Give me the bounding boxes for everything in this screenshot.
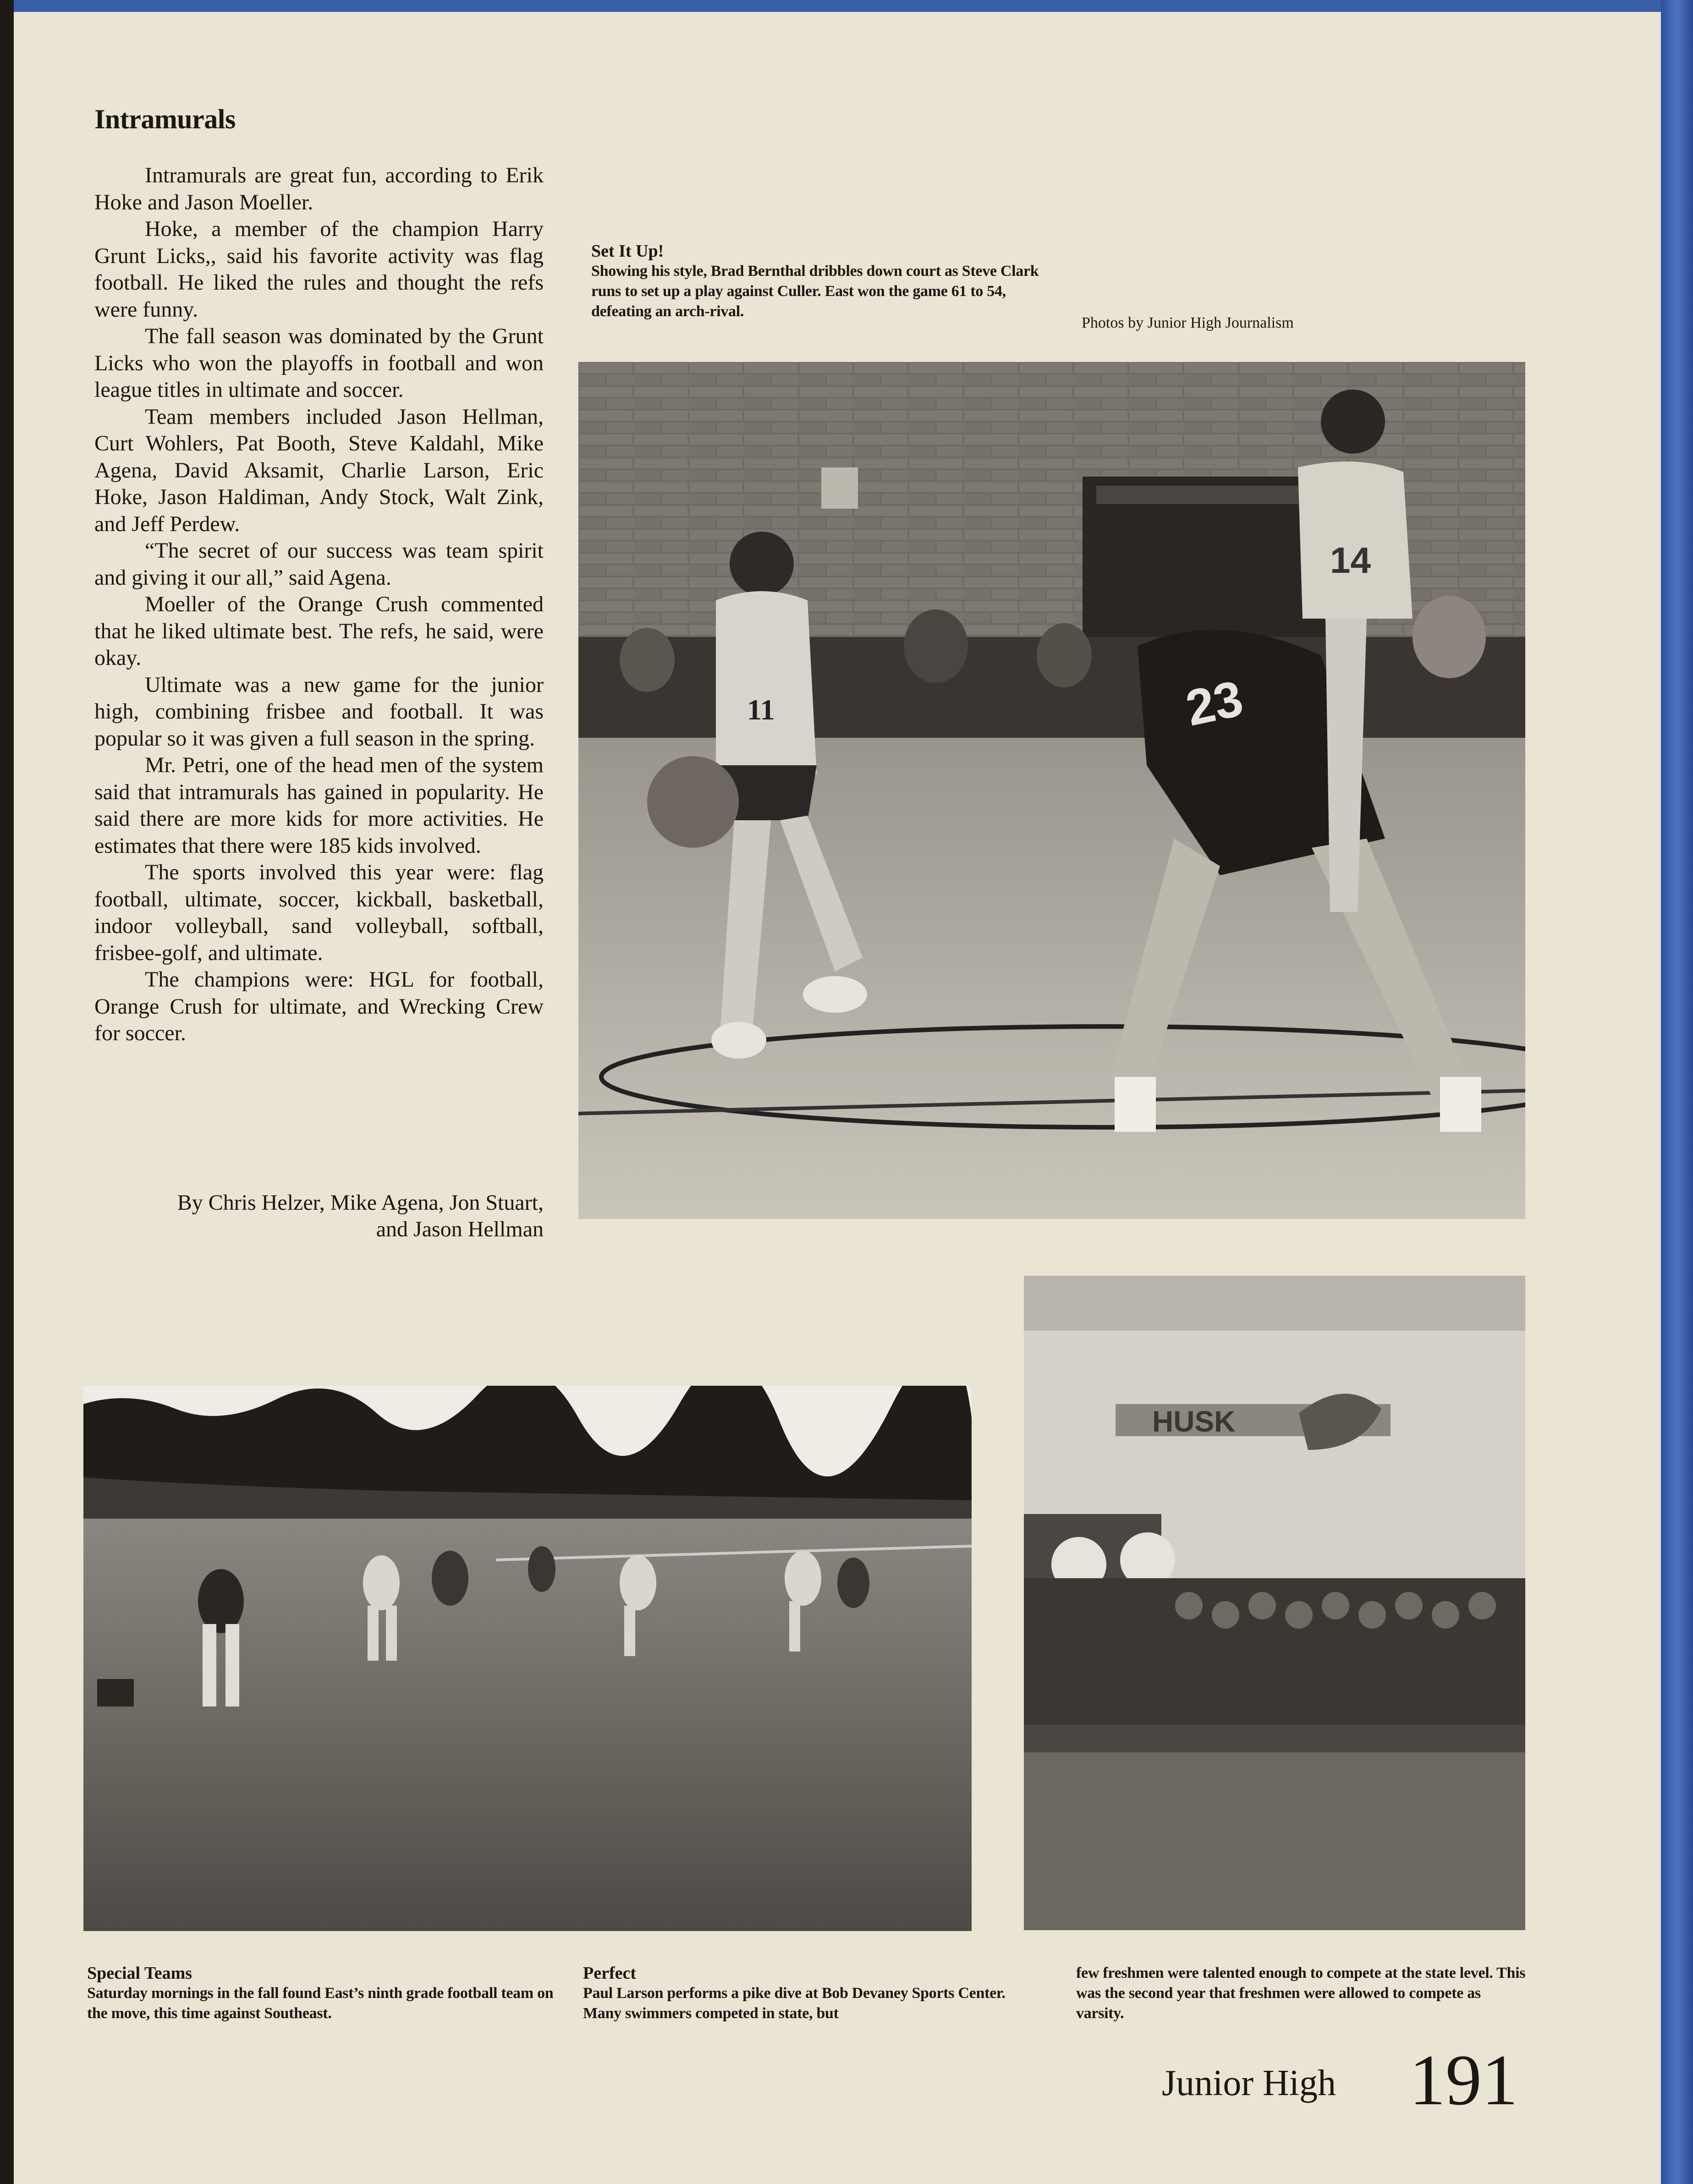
article-paragraph: Ultimate was a new game for the junior high, combining frisbee and football. It was popular so it was given a full season in the spring. bbox=[94, 672, 544, 751]
photo-credit: Photos by Junior High Journalism bbox=[1082, 314, 1294, 331]
section-label: Junior High bbox=[1162, 2063, 1336, 2103]
caption-text: Showing his style, Brad Bernthal dribbles down court as Steve Clark runs to set up a play against Culler. East won the game 61 to 54, defeating an arch-rival. bbox=[591, 263, 1039, 320]
byline-line: By Chris Helzer, Mike Agena, Jon Stuart, bbox=[177, 1191, 544, 1215]
article-paragraph: The fall season was dominated by the Grunt Licks who won the playoffs in football and won league titles in ultimate and soccer. bbox=[94, 324, 544, 402]
article-body bbox=[94, 162, 544, 1047]
jersey-number-23: 23 bbox=[1181, 669, 1248, 737]
wall-sign-text: HUSK bbox=[1152, 1405, 1236, 1438]
article-paragraph: The champions were: HGL for football, Orange Crush for ultimate, and Wrecking Crew for soccer. bbox=[94, 967, 544, 1045]
article-heading: Intramurals bbox=[94, 104, 236, 134]
article-paragraph: Moeller of the Orange Crush commented that he liked ultimate best. The refs, he said, were okay. bbox=[94, 592, 544, 670]
diving-photo bbox=[1024, 1276, 1525, 1930]
byline-line: and Jason Hellman bbox=[376, 1217, 544, 1241]
basketball-caption bbox=[591, 241, 1059, 322]
diving-caption bbox=[583, 1963, 1037, 2024]
diving-caption-continued bbox=[1076, 1963, 1530, 2024]
caption-text: Paul Larson performs a pike dive at Bob Devaney Sports Center. Many swimmers competed in state, but bbox=[583, 1985, 1006, 2022]
caption-text: few freshmen were talented enough to compete at the state level. This was the second year that freshmen were allowed to compete as varsity. bbox=[1076, 1965, 1526, 2022]
article-paragraph: Intramurals are great fun, according to Erik Hoke and Jason Moeller. bbox=[94, 163, 544, 214]
caption-title: Special Teams bbox=[87, 1964, 192, 1983]
article-paragraph: “The secret of our success was team spirit and giving it our all,” said Agena. bbox=[94, 538, 544, 590]
yearbook-page bbox=[14, 12, 1661, 2184]
article-paragraph: Team members included Jason Hellman, Curt Wohlers, Pat Booth, Steve Kaldahl, Mike Agena, David Aksamit, Charlie Larson, Eric Hoke, Jason Haldiman, Andy Stock, Walt Zink, and Jeff Perdew. bbox=[94, 404, 544, 536]
caption-title: Perfect bbox=[583, 1964, 636, 1983]
football-photo bbox=[83, 1386, 972, 1931]
jersey-number-11: 11 bbox=[747, 693, 775, 726]
caption-text: Saturday mornings in the fall found East’s ninth grade football team on the move, this time against Southeast. bbox=[87, 1985, 554, 2022]
binding-edge-top bbox=[0, 0, 1693, 12]
binding-edge-right bbox=[1661, 0, 1693, 2184]
article-paragraph: The sports involved this year were: flag football, ultimate, soccer, kickball, basketball, indoor volleyball, sand volleyball, softball, frisbee-golf, and ultimate. bbox=[94, 860, 544, 965]
article-paragraph: Mr. Petri, one of the head men of the system said that intramurals has gained in popularity. He said there are more kids for more activities. He estimates that there were 185 kids involved. bbox=[94, 753, 544, 858]
caption-title: Set It Up! bbox=[591, 241, 664, 261]
article-byline bbox=[94, 1190, 544, 1243]
page-number: 191 bbox=[1409, 2040, 1518, 2120]
article-paragraph: Hoke, a member of the champion Harry Grunt Licks,, said his favorite activity was flag football. He liked the rules and thought the refs were funny. bbox=[94, 217, 544, 322]
binding-edge-left bbox=[0, 0, 14, 2184]
football-caption bbox=[87, 1963, 555, 2024]
basketball-photo bbox=[578, 362, 1525, 1219]
jersey-number-14: 14 bbox=[1330, 540, 1371, 581]
